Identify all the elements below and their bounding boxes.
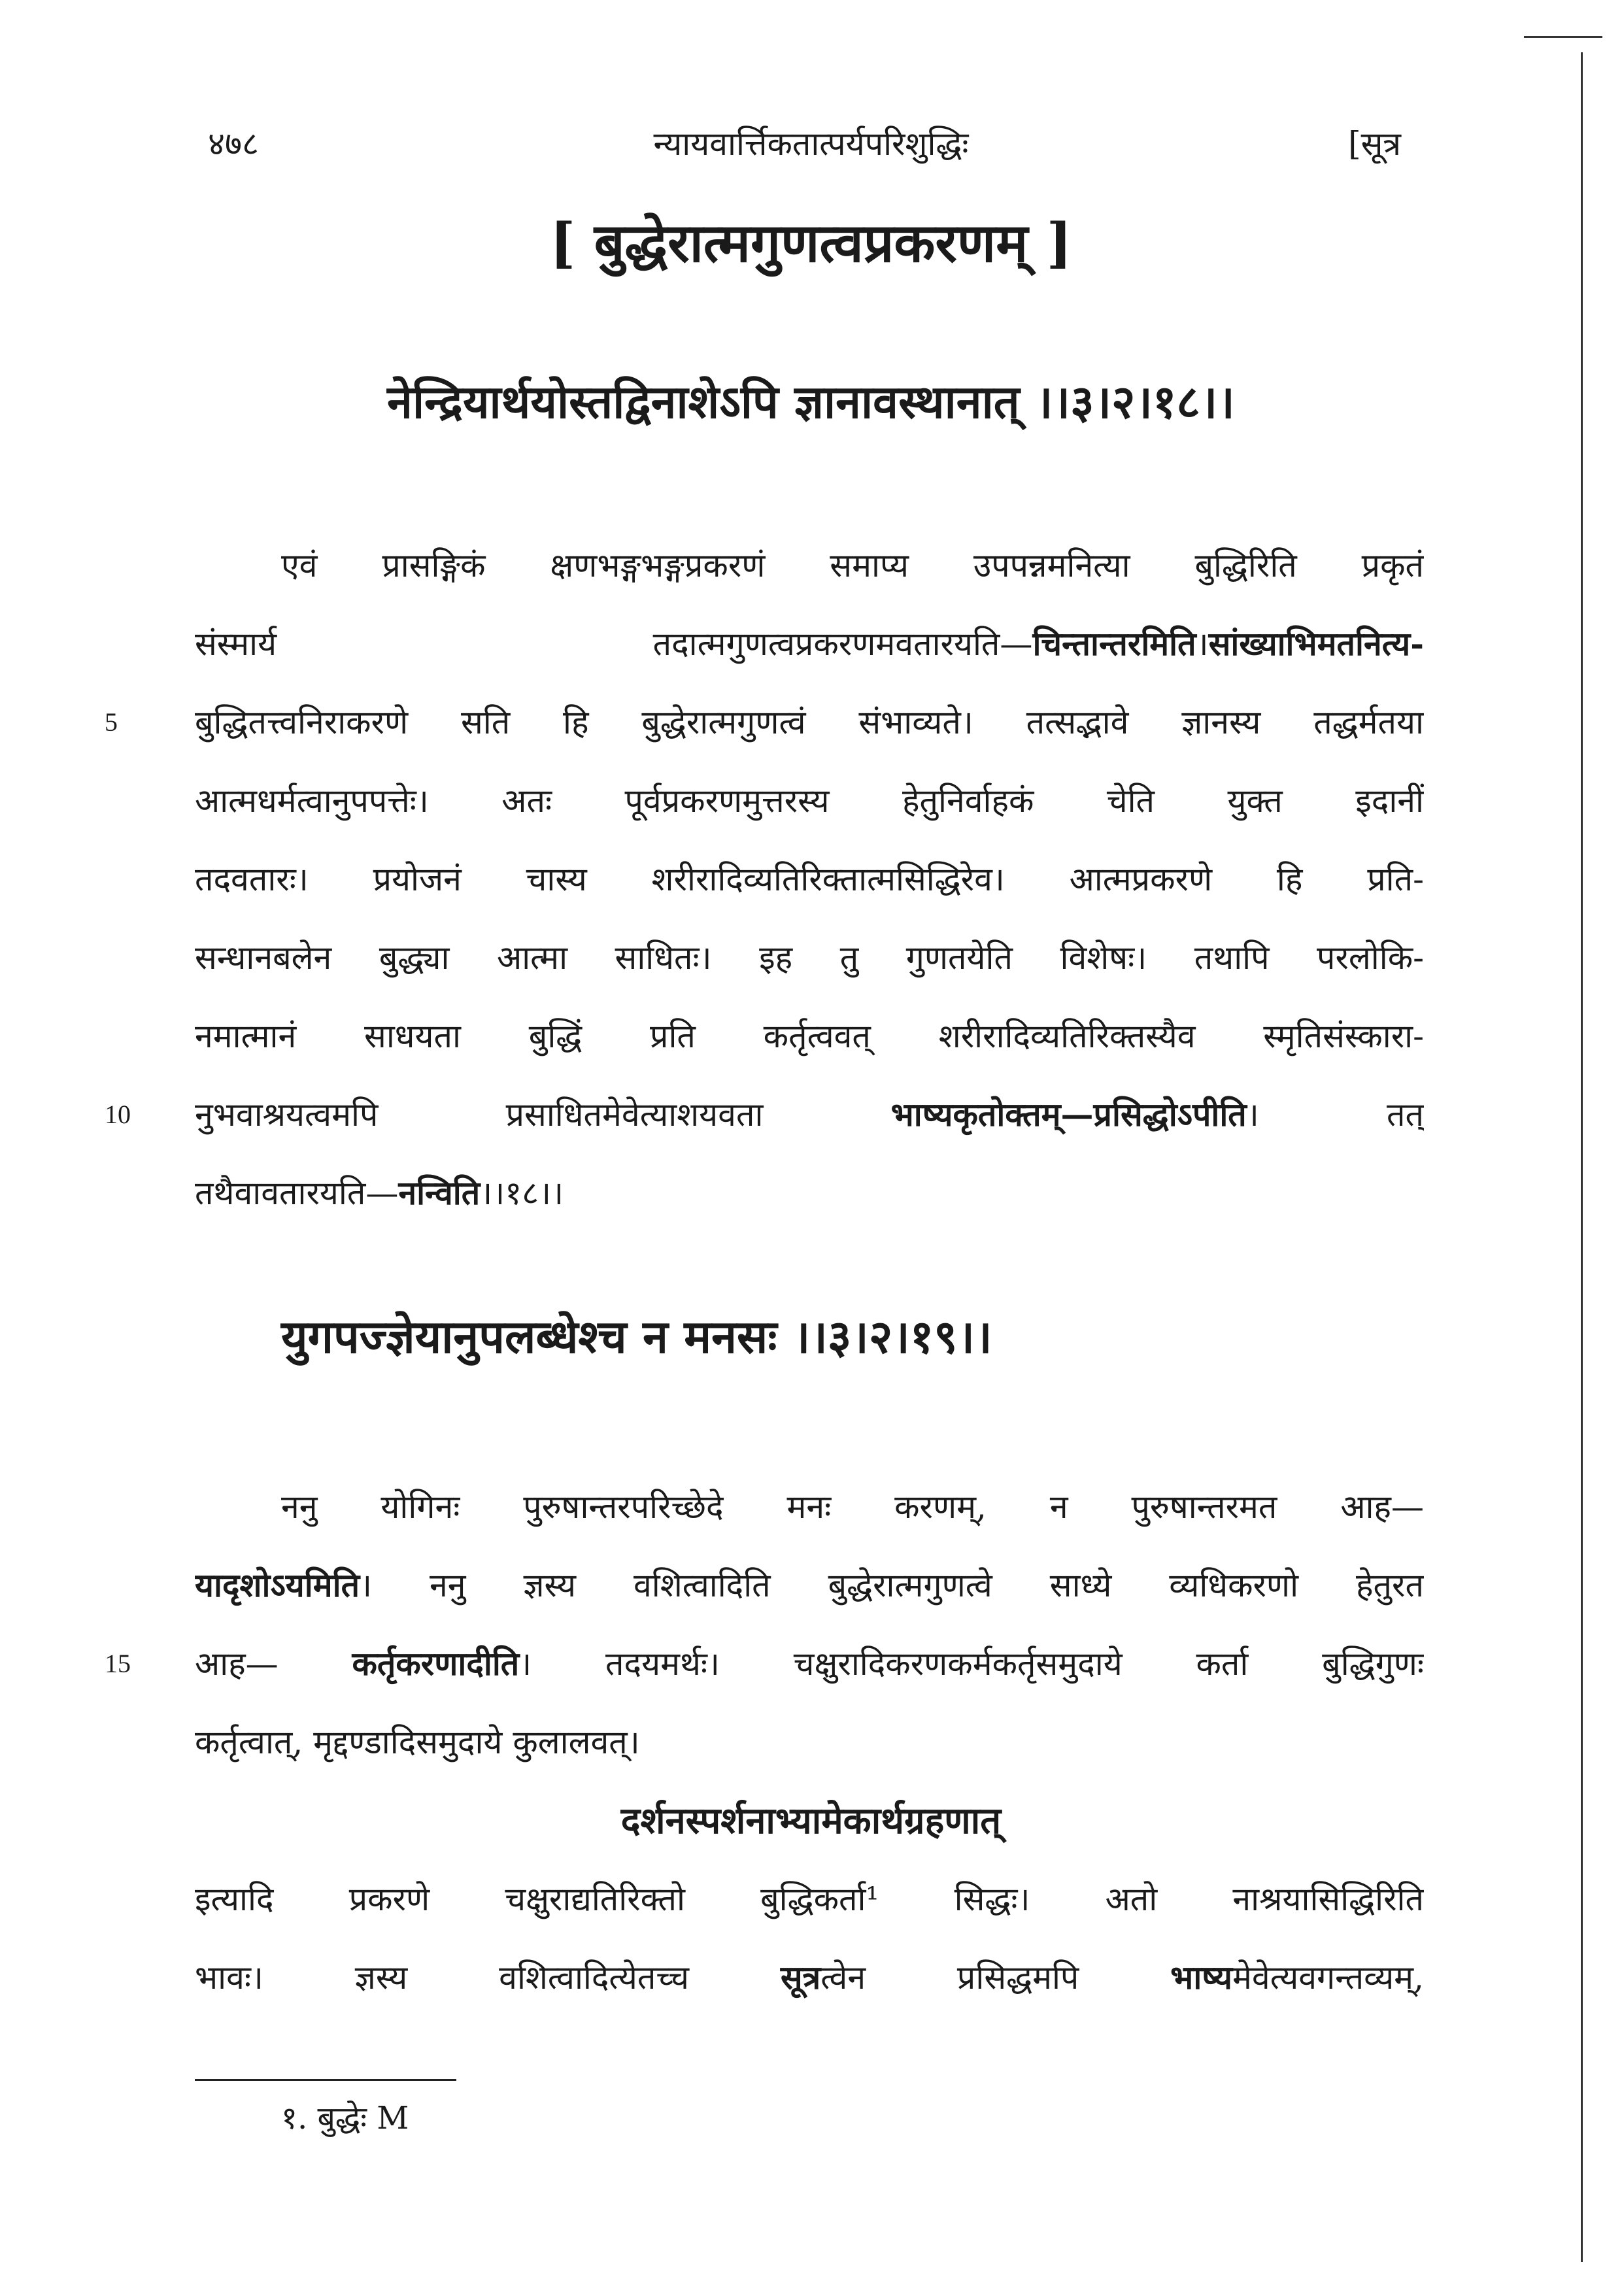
para2-line-5: इत्यादि प्रकरणे चक्षुराद्यतिरिक्तो बुद्धिकर्ता¹ सिद्धः। अतो नाश्रयासिद्धिरिति <box>195 1880 1424 1918</box>
running-title: न्यायवार्त्तिकतात्पर्यपरिशुद्धिः <box>653 125 969 163</box>
para2-line-6: भावः। ज्ञस्य वशित्वादित्येतच्च सूत्रत्वेन प्रसिद्धमपि भाष्यमेवेत्यवगन्तव्यम्, <box>195 1958 1424 1997</box>
para1-line-3: बुद्धितत्त्वनिराकरणे सति हि बुद्धेरात्मगुणत्वं संभाव्यते। तत्सद्भावे ज्ञानस्य तद्धर्मतया <box>195 703 1424 741</box>
margin-tick <box>1524 36 1602 38</box>
section-title: [ बुद्धेरात्मगुणत्वप्रकरणम् ] <box>550 212 1072 275</box>
line-number: 5 <box>105 707 118 737</box>
footnote-rule <box>195 2079 456 2081</box>
page-number: ४७८ <box>208 125 259 163</box>
para1-line-5: तदवतारः। प्रयोजनं चास्य शरीरादिव्यतिरिक्तात्मसिद्धिरेव। आत्मप्रकरणे हि प्रति- <box>195 860 1424 898</box>
line-number: 10 <box>105 1100 131 1129</box>
sutra-heading: नेन्द्रियार्थयोस्तद्विनाशेऽपि ज्ञानावस्थानात् ।।३।२।१८।। <box>387 375 1235 429</box>
footnote: १. बुद्धेः M <box>281 2100 409 2136</box>
quoted-term: भाष्यकृतोक्तम्—प्रसिद्धोऽपीति <box>890 1095 1247 1134</box>
quoted-term: सूत्र <box>780 1958 821 1997</box>
para1-line-4: आत्मधर्मत्वानुपपत्तेः। अतः पूर्वप्रकरणमुत्तरस्य हेतुनिर्वाहकं चेति युक्त इदानीं <box>195 782 1424 820</box>
para1-line-9: तथैवावतारयति—नन्विति।।१८।। <box>195 1173 564 1212</box>
sutra-heading: युगपज्ज्ञेयानुपलब्धेश्च न मनसः ।।३।२।१९।। <box>281 1309 992 1364</box>
para2-line-4: कर्तृत्वात्, मृद्दण्डादिसमुदाये कुलालवत्। <box>195 1723 640 1761</box>
para1-line-2: संस्मार्य तदात्मगुणत्वप्रकरणमवतारयति—चिन्तान्तरमिति।सांख्याभिमतनित्य- <box>195 624 1424 663</box>
quoted-sutra: दर्शनस्पर्शनाभ्यामेकार्थग्रहणात् <box>620 1799 1002 1842</box>
section-marker: [सूत्र <box>1348 125 1401 163</box>
line-number: 15 <box>105 1649 131 1678</box>
quoted-term: भाष्य <box>1170 1958 1233 1997</box>
para1-line-1: एवं प्रासङ्गिकं क्षणभङ्गभङ्गप्रकरणं समाप्य उपपन्नमनित्या बुद्धिरिति प्रकृतं <box>281 547 1424 584</box>
quoted-term: सांख्याभिमतनित्य- <box>1208 624 1424 663</box>
para1-line-7: नमात्मानं साधयता बुद्धिं प्रति कर्तृत्ववत् शरीरादिव्यतिरिक्तस्यैव स्मृतिसंस्कारा- <box>195 1017 1424 1055</box>
para1-line-8: नुभवाश्रयत्वमपि प्रसाधितमेवेत्याशयवता भाष्यकृतोक्तम्—प्रसिद्धोऽपीति। तत् <box>195 1095 1424 1134</box>
para2-line-3: आह— कर्तृकरणादीति। तदयमर्थः। चक्षुरादिकरणकर्मकर्तृसमुदाये कर्ता बुद्धिगुणः <box>195 1644 1424 1683</box>
para1-line-6: सन्धानबलेन बुद्ध्या आत्मा साधितः। इह तु गुणतयेति विशेषः। तथापि परलोकि- <box>195 939 1424 977</box>
quoted-term: यादृशोऽयमिति <box>195 1566 360 1604</box>
para2-line-2: यादृशोऽयमिति। ननु ज्ञस्य वशित्वादिति बुद्धेरात्मगुणत्वे साध्ये व्यधिकरणो हेतुरत <box>195 1566 1424 1604</box>
quoted-term: नन्विति <box>398 1173 481 1212</box>
quoted-term: चिन्तान्तरमिति <box>1032 624 1196 663</box>
para2-line-1: ननु योगिनः पुरुषान्तरपरिच्छेदे मनः करणम्, न पुरुषान्तरमत आह— <box>281 1488 1424 1526</box>
quoted-term: कर्तृकरणादीति <box>352 1644 520 1683</box>
